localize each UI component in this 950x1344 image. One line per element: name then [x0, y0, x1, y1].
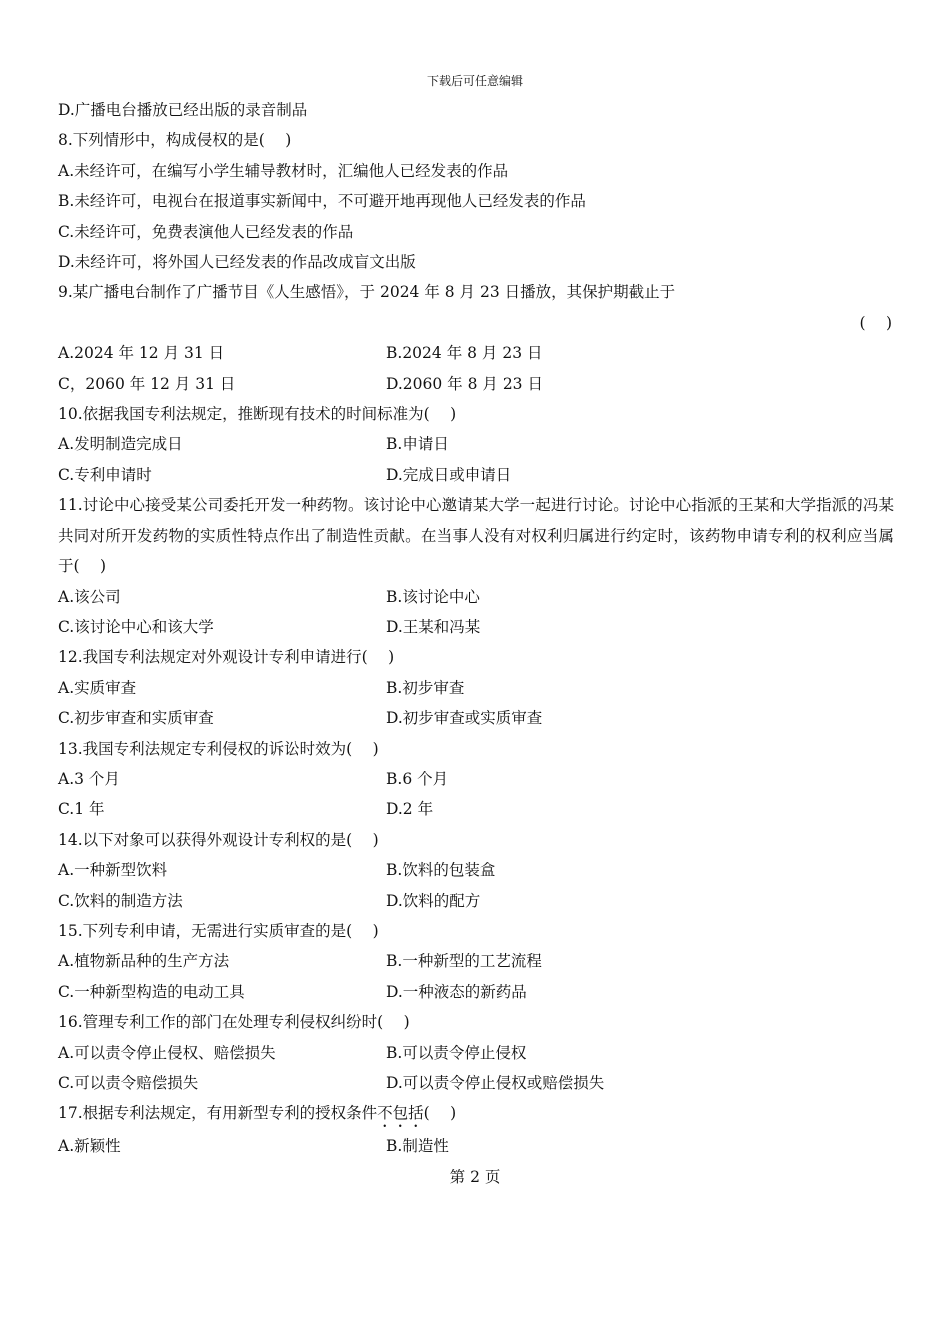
question-15-option-a: A.植物新品种的生产方法	[58, 952, 230, 971]
question-8-option-c: C.未经许可，免费表演他人已经发表的作品	[58, 222, 354, 241]
question-13-option-d: D.2 年	[386, 800, 434, 819]
question-11-stem: 11.讨论中心接受某公司委托开发一种药物。该讨论中心邀请某大学一起进行讨论。讨论中心指派的王某和大学指派的冯某共同对所开发药物的实质性特点作出了制造性贡献。在当事人没有对权利归属进行约定时，该药物申请专利的权利应当属于( )	[58, 496, 894, 576]
question-16-stem: 16.管理专利工作的部门在处理专利侵权纠纷时( )	[58, 1013, 410, 1032]
prev-question-option-d: D.广播电台播放已经出版的录音制品	[58, 101, 308, 119]
question-15-options-row-2	[58, 977, 894, 1007]
question-10-options-row-1	[58, 429, 894, 459]
question-17-answer-paren: ( )	[423, 1104, 457, 1123]
question-13-options-row-2	[58, 794, 894, 824]
question-9-option-d: D.2060 年 8 月 23 日	[386, 374, 543, 393]
question-15-options-row-1	[58, 946, 894, 976]
question-16-option-b: B.可以责令停止侵权	[386, 1043, 527, 1062]
question-13-option-b: B.6 个月	[386, 769, 449, 788]
question-12-option-c: C.初步审查和实质审查	[58, 709, 214, 728]
question-10-options-row-2	[58, 460, 894, 490]
question-12-stem: 12.我国专利法规定对外观设计专利申请进行( )	[58, 648, 395, 667]
question-15-stem: 15.下列专利申请，无需进行实质审查的是( )	[58, 921, 379, 940]
question-14-options-row-1	[58, 855, 894, 885]
question-15-option-d: D.一种液态的新药品	[386, 982, 527, 1001]
question-16-options-row-1	[58, 1038, 894, 1068]
question-16-options-row-2	[58, 1068, 894, 1098]
question-11-option-c: C.该讨论中心和该大学	[58, 617, 214, 636]
question-13-option-a: A.3 个月	[58, 769, 120, 788]
question-14-option-b: B.饮料的包装盒	[386, 861, 496, 880]
question-9-options-row-1	[58, 338, 894, 368]
question-16-option-c: C.可以责令赔偿损失	[58, 1074, 199, 1092]
question-10-option-b: B.申请日	[386, 435, 449, 454]
question-11-options-row-1	[58, 582, 894, 612]
question-11-option-a: A.该公司	[58, 587, 121, 606]
question-10-option-c: C.专利申请时	[58, 465, 152, 484]
question-8-option-d: D.未经许可，将外国人已经发表的作品改成盲文出版	[58, 253, 416, 272]
question-9-option-c: C，2060 年 12 月 31 日	[58, 374, 236, 393]
question-14-option-a: A.一种新型饮料	[58, 861, 168, 880]
question-8-stem: 8.下列情形中，构成侵权的是( )	[58, 131, 292, 150]
question-14-stem: 14.以下对象可以获得外观设计专利权的是( )	[58, 830, 379, 849]
question-12-option-d: D.初步审查或实质审查	[386, 709, 543, 728]
question-17-stem	[58, 1098, 894, 1131]
question-15-option-b: B.一种新型的工艺流程	[386, 952, 542, 971]
question-11-options-row-2	[58, 612, 894, 642]
question-14-option-d: D.饮料的配方	[386, 891, 481, 910]
question-9-option-b: B.2024 年 8 月 23 日	[386, 344, 543, 363]
question-11-option-d: D.王某和冯某	[386, 617, 481, 636]
question-14-option-c: C.饮料的制造方法	[58, 891, 183, 910]
question-17-options-row-1	[58, 1131, 894, 1161]
page-number: 第 2 页	[449, 1168, 501, 1186]
question-9-options-row-2	[58, 369, 894, 399]
question-9-stem: 9.某广播电台制作了广播节目《人生感悟》，于 2024 年 8 月 23 日播放，其保护期截止于	[58, 283, 676, 302]
question-17-stem-text: 17.根据专利法规定，有用新型专利的授权条件	[58, 1104, 378, 1123]
question-12-option-b: B.初步审查	[386, 678, 465, 697]
question-8-option-a: A.未经许可，在编写小学生辅导教材时，汇编他人已经发表的作品	[58, 161, 509, 180]
question-17-option-b: B.制造性	[386, 1137, 449, 1156]
question-9-option-a: A.2024 年 12 月 31 日	[58, 344, 225, 363]
question-14-options-row-2	[58, 886, 894, 916]
question-10-stem: 10.依据我国专利法规定，推断现有技术的时间标准为( )	[58, 405, 457, 424]
question-11-option-b: B.该讨论中心	[386, 587, 480, 606]
question-12-options-row-2	[58, 703, 894, 733]
question-16-option-a: A.可以责令停止侵权、赔偿损失	[58, 1043, 276, 1062]
question-13-option-c: C.1 年	[58, 800, 105, 819]
question-10-option-a: A.发明制造完成日	[58, 435, 183, 454]
question-13-options-row-1	[58, 764, 894, 794]
question-16-option-d: D.可以责令停止侵权或赔偿损失	[386, 1074, 605, 1092]
question-8-option-b: B.未经许可，电视台在报道事实新闻中，不可避开地再现他人已经发表的作品	[58, 192, 586, 211]
question-9-answer-paren: ( )	[859, 313, 892, 332]
question-13-stem: 13.我国专利法规定专利侵权的诉讼时效为( )	[58, 739, 379, 758]
page-header: 下载后可任意编辑	[426, 74, 523, 88]
question-12-option-a: A.实质审查	[58, 678, 137, 697]
question-17-emphasis: 不包括	[377, 1104, 424, 1123]
question-12-options-row-1	[58, 673, 894, 703]
document-body	[58, 95, 894, 1162]
question-17-option-a: A.新颖性	[58, 1137, 121, 1156]
question-15-option-c: C.一种新型构造的电动工具	[58, 982, 245, 1001]
question-10-option-d: D.完成日或申请日	[386, 465, 512, 484]
